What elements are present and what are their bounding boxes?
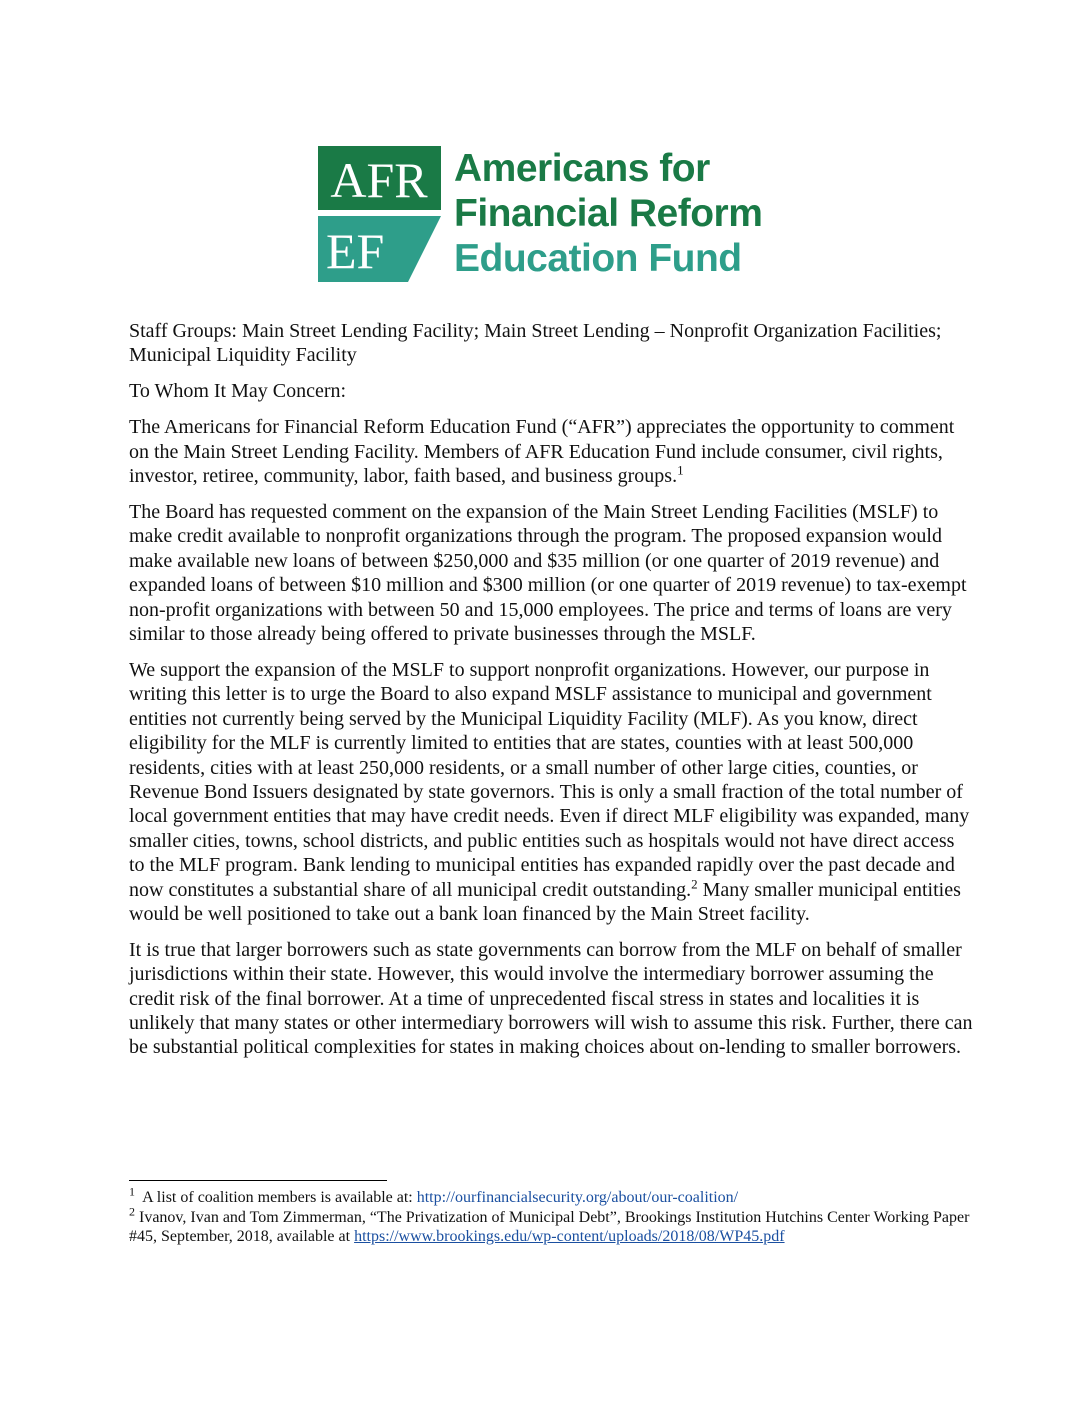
footnotes [129,1184,974,1247]
footnote-2-mark: 2 [129,1204,135,1219]
footnote-1-text: A list of coalition members is available at: [142,1189,417,1206]
coalition-link[interactable]: http://ourfinancialsecurity.org/about/our-coalition/ [416,1189,739,1206]
footnote-1 [129,1184,974,1208]
footnote-ref-1[interactable]: 1 [677,462,684,478]
paragraph-2: The Board has requested comment on the expansion of the Main Street Lending Facilities (MSLF) to make credit available to nonprofit organizations through the program. The proposed expansion would make available new loans of between $250,000 and $35 million (or one quarter of 2019 revenue) and expanded loans of between $10 million and $300 million (or one quarter of 2019 revenue) to tax-exempt non-profit organizations with between 50 and 15,000 employees. The price and terms of loans are very similar to those already being offered to private businesses through the MSLF. [129,500,967,645]
logo-wordmark [454,146,762,281]
mark-bottom-text: EF [326,223,385,279]
paragraph-1-text: The Americans for Financial Reform Education Fund (“AFR”) appreciates the opportunity to comment on the Main Street Lending Facility. Members of AFR Education Fund include consumer, civil rights, investor, retiree, community, labor, faith based, and business groups. [129,416,955,488]
footnote-2-text: Ivanov, Ivan and Tom Zimmerman, “The Privatization of Municipal Debt”, Brookings Institution Hutchins Center Working Paper #45, September, 2018, available at [129,1208,970,1245]
brookings-link[interactable]: https://www.brookings.edu/wp-content/uploads/2018/08/WP45.pdf [354,1228,785,1245]
paragraph-1 [129,415,974,488]
logo-line-3: Education Fund [454,237,742,280]
footnote-2 [129,1204,974,1247]
footnote-1-mark: 1 [129,1184,135,1199]
mark-top-text: AFR [330,152,428,208]
footnote-ref-2[interactable]: 2 [691,875,698,891]
paragraph-3-text-a: We support the expansion of the MSLF to support nonprofit organizations. However, our purpose in writing this letter is to urge the Board to also expand MSLF assistance to municipal and government entities not currently being served by the Municipal Liquidity Facility (MLF). As you know, direct eligibility for the MLF is currently limited to entities that are states, counties with at least 500,000 residents, cities with at least 250,000 residents, or a small number of other large cities, counties, or Revenue Bond Issuers designated by state governors. This is only a small fraction of the total number of local government entities that may have credit needs. Even if direct MLF eligibility was expanded, many smaller cities, towns, school districts, and public entities such as hospitals would not have direct access to the MLF program. Bank lending to municipal entities has expanded rapidly over the past decade and now constitutes a substantial share of all municipal credit outstanding. [129,658,970,901]
staff-groups: Staff Groups: Main Street Lending Facility; Main Street Lending – Nonprofit Organization Facilities; Municipal Liquidity Facility [129,320,942,367]
footnote-divider [129,1180,387,1181]
afr-ef-mark-icon [318,146,441,282]
paragraph-4: It is true that larger borrowers such as state governments can borrow from the MLF on behalf of smaller jurisdictions within their state. However, this would involve the intermediary borrower assuming the credit risk of the final borrower. At a time of unprecedented fiscal stress in states and localities it is unlikely that many states or other intermediary borrowers will wish to assume this risk. Further, there can be substantial political complexities for states in making choices about on-lending to smaller borrowers. [129,938,973,1059]
paragraph-3 [129,658,974,926]
logo-line-1: Americans for [454,147,710,190]
afr-logo [318,146,778,286]
salutation: To Whom It May Concern: [129,380,347,403]
letter-body [129,319,974,1071]
logo-line-2: Financial Reform [454,192,763,235]
paragraph-3-text-b: Many smaller municipal entities would be well positioned to take out a bank loan financed by the Main Street facility. [129,878,961,925]
